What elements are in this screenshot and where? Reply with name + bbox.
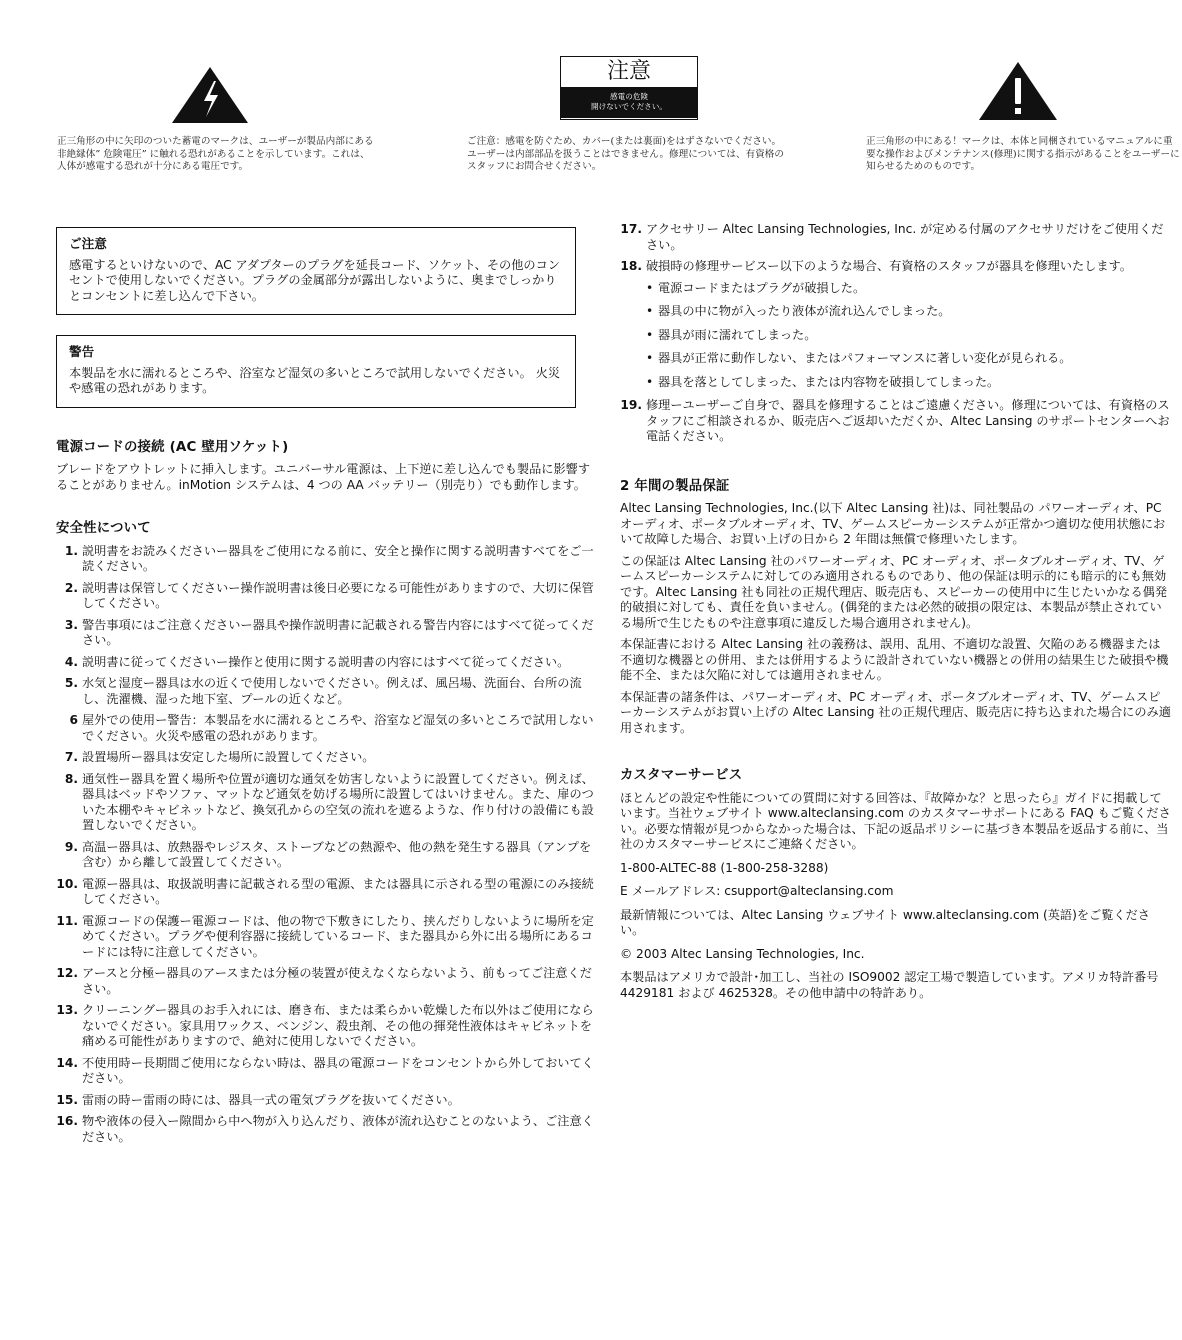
item-text: 物や液体の侵入ー隙間から中へ物が入り込んだり、液体が流れ込むことのないよう、ご注意ください。 — [82, 1114, 594, 1144]
damage-bullet-list — [646, 281, 1172, 391]
right-column — [620, 222, 1172, 1007]
warranty-paragraph: この保証は Altec Lansing 社のパワーオーディオ、PC オーディオ、ポータブルオーディオ、TV、ゲームスピーカーシステムに対してのみ適用されるものであり、他の保証は明示的にも暗示的にも無効です。Altec Lansing 社も同社の正規代理店、販売店も、スピーカーの使用中に生じたいかなる偶発的破損に対しても、責任を負いません。(偶発的または必然的破損の限定は、本製品が禁止されている場所で生じたものや注意事項に違反した場合適用されません)。 — [620, 553, 1168, 630]
caution-symbol-note: ご注意：感電を防ぐため、カバー(または裏面)をはずさないでください。ユーザーは内部部品を扱うことはできません。修理については、有資格のスタッフにお問合せください。 — [467, 136, 784, 173]
list-item — [56, 840, 594, 871]
manufacturing-note: 本製品はアメリカで設計･加工し、当社の ISO9002 認定工場で製造しています。アメリカ特許番号 4429181 および 4625328。その他申請中の特許あり。 — [620, 970, 1159, 1000]
warning-box-title: 警告 — [69, 344, 95, 359]
item-text: 水気と湿度ー器具は水の近くで使用しないでください。例えば、風呂場、洗面台、台所の流し、洗濯機、湿った地下室、プールの近くなど。 — [82, 676, 582, 706]
item-number: 8. — [64, 771, 78, 786]
list-item — [56, 713, 594, 744]
item-text: 説明書は保管してくださいー操作説明書は後日必要になる可能性がありますので、大切に保管してください。 — [82, 580, 594, 610]
item-number: 5. — [64, 676, 78, 690]
item-number: 19. — [620, 398, 642, 412]
item-text: 電源ー器具は、取扱説明書に記載される型の電源、または器具に示される型の電源にのみ接続してください。 — [82, 876, 594, 906]
notice-box-title: ご注意 — [69, 236, 107, 251]
item-text: 高温ー器具は、放熱器やレジスタ、ストーブなどの熱源や、他の熱を発生する器具（アンプを含む）から離して設置してください。 — [82, 839, 592, 869]
item-number: 2. — [64, 580, 78, 595]
list-item — [56, 1114, 594, 1145]
exclamation-warning-icon — [977, 60, 1059, 122]
exclamation-symbol-note: 正三角形の中にある！マークは、本体と同梱されているマニュアルに重要な操作およびメンテナンス(修理)に関する指示があることをユーザーに知らせるためのものです。 — [866, 136, 1180, 173]
warning-box — [56, 335, 576, 408]
item-text: 不使用時ー長期間ご使用にならない時は、器具の電源コードをコンセントから外しておいてください。 — [82, 1055, 594, 1085]
warranty-heading: 2 年間の製品保証 — [620, 478, 730, 494]
lightning-symbol-note: 正三角形の中に矢印のついた蓄電のマークは、ユーザーが製品内部にある非絶縁体” 危険電圧” に触れる恐れがあることを示しています。これは、人体が感電する恐れが十分にある電圧です。 — [57, 136, 374, 173]
left-column — [56, 227, 594, 1151]
list-item — [56, 750, 594, 766]
notice-box-body: 感電するといけないので、AC アダプターのプラグを延長コード、ソケット、その他のコンセントで使用しないでください。プラグの金属部分が露出しないように、奥までしっかりとコンセントに差し込んで下さい。 — [69, 257, 560, 303]
list-item: • 器具が正常に動作しない、またはパフォーマンスに著しい変化が見られる。 — [646, 351, 1172, 367]
list-item — [56, 544, 594, 575]
list-item — [620, 259, 1172, 275]
power-body: ブレードをアウトレットに挿入します。ユニバーサル電源は、上下逆に差し込んでも製品に影響することがありません。inMotion システムは、4 つの AA バッテリー（別売り）でも動作します。 — [56, 462, 591, 492]
item-text: アースと分極ー器具のアースまたは分極の装置が使えなくならないよう、前もってご注意ください。 — [82, 966, 592, 996]
item-number: 1. — [64, 543, 78, 558]
list-item: • 器具が雨に濡れてしまった。 — [646, 328, 1172, 344]
item-text: 電源コードの保護ー電源コードは、他の物で下敷きにしたり、挟んだりしないように場所を定めてください。プラグや便利容器に接続しているコード、また器具から外に出る場所にあるコードには特に注意してください。 — [82, 913, 594, 959]
safety-list — [56, 544, 594, 1146]
customer-service-heading: カスタマーサービス — [620, 768, 743, 783]
phone-number: 1-800-ALTEC-88 (1-800-258-3288) — [620, 860, 829, 875]
email-address: E メールアドレス: csupport@alteclansing.com — [620, 884, 894, 898]
item-number: 16. — [56, 1114, 78, 1128]
item-number: 3. — [64, 617, 78, 632]
list-item — [56, 1056, 594, 1087]
item-number: 17. — [620, 222, 642, 236]
list-item — [56, 655, 594, 671]
item-text: 設置場所ー器具は安定した場所に設置してください。 — [82, 750, 375, 764]
list-item: • 器具を落としてしまった、または内容物を破損してしまった。 — [646, 375, 1172, 391]
item-text: 説明書に従ってくださいー操作と使用に関する説明書の内容にはすべて従ってください。 — [82, 654, 570, 669]
power-heading: 電源コードの接続 (AC 壁用ソケット) — [56, 439, 289, 455]
list-item — [56, 1093, 594, 1109]
item-number: 4. — [64, 654, 78, 669]
item-number: 10. — [56, 876, 78, 891]
warranty-paragraph: 本保証書の諸条件は、パワーオーディオ、PC オーディオ、ポータブルオーディオ、TV、ゲームスピーカーシステムがお買い上げの Altec Lansing 社の正規代理店、販売店に持ち込まれた場合にのみ適用されます。 — [620, 689, 1171, 735]
list-item — [56, 1003, 594, 1050]
list-item: • 電源コードまたはプラグが破損した。 — [646, 281, 1172, 297]
caution-label-subtitle — [561, 87, 697, 118]
item-text: クリーニングー器具のお手入れには、磨き布、または柔らかい乾燥した布以外はご使用にならないでください。家具用ワックス、ベンジン、殺虫剤、その他の揮発性液体はキャビネットを痛める可能性がありますので、絶対に使用しないでください。 — [82, 1003, 594, 1048]
caution-label-line1: 感電の危険 — [610, 92, 648, 101]
item-number: 13. — [56, 1003, 78, 1017]
item-text: 説明書をお読みくださいー器具をご使用になる前に、安全と操作に関する説明書すべてをご一読ください。 — [82, 543, 594, 573]
safety-list-final — [620, 398, 1172, 445]
item-text: 破損時の修理サービスー以下のような場合、有資格のスタッフが器具を修理いたします。 — [646, 259, 1132, 273]
list-item — [56, 618, 594, 649]
list-item — [56, 877, 594, 908]
list-item — [56, 772, 594, 834]
item-number: 12. — [56, 966, 78, 980]
item-text: 警告事項にはご注意くださいー器具や操作説明書に記載される警告内容にはすべて従ってください。 — [82, 617, 594, 647]
notice-box — [56, 227, 576, 315]
latest-info: 最新情報については、Altec Lansing ウェブサイト www.alteclansing.com (英語)をご覧ください。 — [620, 907, 1150, 937]
list-item — [56, 676, 594, 707]
list-item — [620, 222, 1172, 253]
list-item: • 器具の中に物が入ったり液体が流れ込んでしまった。 — [646, 304, 1172, 320]
item-text: 修理ーユーザーご自身で、器具を修理することはご遠慮ください。修理については、有資格のスタッフにご相談されるか、販売店へご返却いただくか、Altec Lansing のサポートセンターへお電話ください。 — [646, 398, 1170, 443]
caution-label-title: 注意 — [606, 59, 651, 84]
electric-shock-warning-icon — [170, 65, 250, 125]
item-number: 18. — [620, 259, 642, 273]
list-item — [56, 581, 594, 612]
item-text: 通気性ー器具を置く場所や位置が適切な通気を妨害しないように設置してください。例えば、器具はベッドやソファ、マットなど通気を妨げる場所に設置してはいけません。また、扉のついた本棚やキャビネットなど、換気孔からの空気の流れを遮るような、作り付けの設備にも設置しないでください。 — [82, 771, 594, 832]
item-number: 15. — [56, 1092, 78, 1107]
warranty-paragraph: 本保証書における Altec Lansing 社の義務は、誤用、乱用、不適切な設置、欠陥のある機器または不適切な機器との併用、または併用するように設計されていない機器との併用の結果生じた破損や機能不全、または欠陥に対しては適用されません。 — [620, 637, 1169, 682]
item-number: 14. — [56, 1055, 78, 1070]
warranty-paragraph: Altec Lansing Technologies, Inc.(以下 Altec Lansing 社)は、同社製品の パワーオーディオ、PC オーディオ、ポータブルオーディオ、TV、ゲームスピーカーシステムが正常かつ適切な使用状態において故障した場合、お買い上げの日から 2 年間は無償で修理いたします。 — [620, 501, 1166, 546]
item-text: 屋外での使用ー警告：本製品を水に濡れるところや、浴室など湿気の多いところで試用しないでください。火災や感電の恐れがあります。 — [82, 713, 594, 743]
customer-service-body: ほとんどの設定や性能についての質問に対する回答は、『故障かな？と思ったら』ガイドに掲載しています。当社ウェブサイト www.alteclansing.com のカスタマーサポートにある FAQ もご覧ください。必要な情報が見つからなかった場合は、下記の返品ポリシーに基づき本製品を返品する前に、当社のカスタマーサービスにご連絡ください。 — [620, 790, 1171, 851]
list-item — [56, 914, 594, 961]
list-item — [56, 966, 594, 997]
item-number: 11. — [56, 913, 78, 928]
safety-heading: 安全性について — [56, 521, 151, 536]
item-number: 6 — [69, 713, 78, 727]
copyright: © 2003 Altec Lansing Technologies, Inc. — [620, 946, 865, 961]
list-item — [620, 398, 1172, 445]
item-number: 7. — [64, 750, 78, 764]
warning-box-body: 本製品を水に濡れるところや、浴室など湿気の多いところで試用しないでください。 火災や感電の恐れがあります。 — [69, 365, 561, 395]
caution-label — [560, 56, 698, 120]
caution-label-line2: 開けないでください。 — [591, 102, 667, 111]
item-text: 雷雨の時ー雷雨の時には、器具一式の電気プラグを抜いてください。 — [82, 1092, 460, 1107]
safety-list-continued — [620, 222, 1172, 275]
item-number: 9. — [64, 839, 78, 854]
item-text: アクセサリー Altec Lansing Technologies, Inc. が定める付属のアクセサリだけをご使用ください。 — [646, 222, 1164, 252]
